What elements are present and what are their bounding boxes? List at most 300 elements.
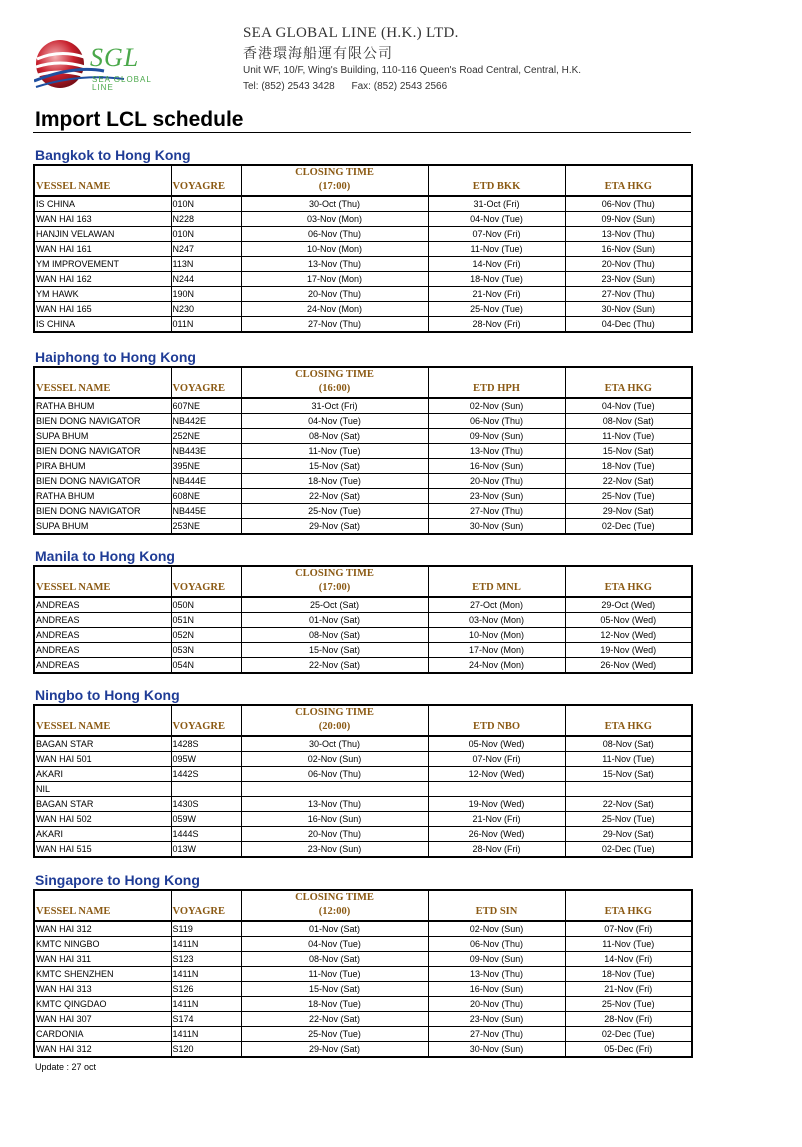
cell-voyage: 1411N	[171, 1027, 241, 1042]
cell-eta: 27-Nov (Thu)	[565, 287, 692, 302]
cell-closing-time: 13-Nov (Thu)	[241, 257, 428, 272]
cell-eta: 02-Dec (Tue)	[565, 519, 692, 535]
table-row	[34, 242, 692, 257]
header-eta: ETA HKG	[565, 367, 692, 398]
cell-etd: 21-Nov (Fri)	[428, 287, 565, 302]
cell-vessel-name: RATHA BHUM	[34, 398, 171, 414]
cell-closing-time: 20-Nov (Thu)	[241, 287, 428, 302]
cell-eta: 08-Nov (Sat)	[565, 414, 692, 429]
header-vessel-name: VESSEL NAME	[36, 582, 111, 593]
cell-closing-time: 11-Nov (Tue)	[241, 967, 428, 982]
cell-closing-time: 10-Nov (Mon)	[241, 242, 428, 257]
cell-etd: 30-Nov (Sun)	[428, 519, 565, 535]
cell-closing-time: 23-Nov (Sun)	[241, 842, 428, 858]
cell-voyage: 010N	[171, 227, 241, 242]
table-row	[34, 1012, 692, 1027]
header-etd: ETD SIN	[428, 890, 565, 921]
schedule-table	[33, 164, 693, 333]
cell-closing-time: 02-Nov (Sun)	[241, 752, 428, 767]
cell-vessel-name: YM HAWK	[34, 287, 171, 302]
cell-closing-time: 31-Oct (Fri)	[241, 398, 428, 414]
cell-eta: 02-Dec (Tue)	[565, 842, 692, 858]
cell-vessel-name: BIEN DONG NAVIGATOR	[34, 474, 171, 489]
table-row	[34, 812, 692, 827]
schedule-section	[33, 686, 691, 858]
cell-closing-time: 30-Oct (Thu)	[241, 736, 428, 752]
cell-voyage: NB445E	[171, 504, 241, 519]
header-closing-time	[241, 890, 428, 921]
cell-vessel-name: KMTC SHENZHEN	[34, 967, 171, 982]
cell-etd: 26-Nov (Wed)	[428, 827, 565, 842]
cell-etd: 23-Nov (Sun)	[428, 1012, 565, 1027]
cell-voyage: 252NE	[171, 429, 241, 444]
cell-vessel-name: NIL	[34, 782, 171, 797]
cell-eta: 21-Nov (Fri)	[565, 982, 692, 997]
cell-vessel-name: CARDONIA	[34, 1027, 171, 1042]
table-row	[34, 921, 692, 937]
cell-voyage: 052N	[171, 628, 241, 643]
cell-eta: 30-Nov (Sun)	[565, 302, 692, 317]
cell-voyage: 607NE	[171, 398, 241, 414]
cell-vessel-name: WAN HAI 515	[34, 842, 171, 858]
cell-voyage: 395NE	[171, 459, 241, 474]
cell-voyage: S120	[171, 1042, 241, 1058]
table-row	[34, 212, 692, 227]
cell-voyage: 095W	[171, 752, 241, 767]
header-vessel-name: VESSEL NAME	[36, 181, 111, 192]
cell-voyage: S174	[171, 1012, 241, 1027]
table-header-row	[34, 890, 692, 921]
table-row	[34, 767, 692, 782]
table-row	[34, 398, 692, 414]
cell-eta: 16-Nov (Sun)	[565, 242, 692, 257]
cell-etd: 31-Oct (Fri)	[428, 196, 565, 212]
cell-vessel-name: KMTC NINGBO	[34, 937, 171, 952]
cell-etd: 09-Nov (Sun)	[428, 952, 565, 967]
table-row	[34, 827, 692, 842]
cell-voyage: N230	[171, 302, 241, 317]
cell-etd: 24-Nov (Mon)	[428, 658, 565, 674]
cell-voyage: S123	[171, 952, 241, 967]
header-closing-label: CLOSING TIME	[295, 369, 374, 380]
table-row	[34, 752, 692, 767]
table-row	[34, 257, 692, 272]
table-row	[34, 317, 692, 333]
table-row	[34, 997, 692, 1012]
cell-vessel-name: BIEN DONG NAVIGATOR	[34, 444, 171, 459]
cell-etd: 11-Nov (Tue)	[428, 242, 565, 257]
cell-voyage: N244	[171, 272, 241, 287]
cell-closing-time: 27-Nov (Thu)	[241, 317, 428, 333]
cell-vessel-name: SUPA BHUM	[34, 429, 171, 444]
cell-voyage: 113N	[171, 257, 241, 272]
table-row	[34, 429, 692, 444]
cell-etd: 13-Nov (Thu)	[428, 444, 565, 459]
cell-etd: 23-Nov (Sun)	[428, 489, 565, 504]
table-row	[34, 489, 692, 504]
table-row	[34, 302, 692, 317]
cell-etd: 13-Nov (Thu)	[428, 967, 565, 982]
table-row	[34, 227, 692, 242]
cell-closing-time: 25-Nov (Tue)	[241, 504, 428, 519]
header-closing-time	[241, 367, 428, 398]
cell-etd: 17-Nov (Mon)	[428, 643, 565, 658]
header-etd: ETD MNL	[428, 566, 565, 597]
cell-voyage: 050N	[171, 597, 241, 613]
cell-voyage: 013W	[171, 842, 241, 858]
header-eta: ETA HKG	[565, 165, 692, 196]
table-header-row	[34, 367, 692, 398]
cell-closing-time: 03-Nov (Mon)	[241, 212, 428, 227]
header-closing-label: CLOSING TIME	[295, 568, 374, 579]
header-etd: ETD HPH	[428, 367, 565, 398]
cell-etd: 20-Nov (Thu)	[428, 997, 565, 1012]
schedule-section	[33, 348, 691, 535]
cell-eta: 19-Nov (Wed)	[565, 643, 692, 658]
cell-voyage: N247	[171, 242, 241, 257]
cell-eta: 22-Nov (Sat)	[565, 474, 692, 489]
table-row	[34, 287, 692, 302]
cell-eta: 20-Nov (Thu)	[565, 257, 692, 272]
table-row	[34, 444, 692, 459]
table-header-row	[34, 165, 692, 196]
header-closing-hour: (16:00)	[318, 383, 351, 394]
cell-etd: 28-Nov (Fri)	[428, 317, 565, 333]
cell-closing-time: 04-Nov (Tue)	[241, 414, 428, 429]
cell-vessel-name: BAGAN STAR	[34, 797, 171, 812]
cell-voyage: NB443E	[171, 444, 241, 459]
cell-voyage: 1411N	[171, 937, 241, 952]
cell-closing-time: 29-Nov (Sat)	[241, 519, 428, 535]
cell-closing-time: 15-Nov (Sat)	[241, 459, 428, 474]
cell-etd: 25-Nov (Tue)	[428, 302, 565, 317]
table-row	[34, 196, 692, 212]
cell-eta: 12-Nov (Wed)	[565, 628, 692, 643]
cell-eta: 29-Nov (Sat)	[565, 504, 692, 519]
cell-eta: 29-Nov (Sat)	[565, 827, 692, 842]
company-contact	[243, 81, 581, 92]
cell-closing-time: 04-Nov (Tue)	[241, 937, 428, 952]
cell-voyage: 054N	[171, 658, 241, 674]
header-closing-time	[241, 165, 428, 196]
cell-vessel-name: WAN HAI 501	[34, 752, 171, 767]
cell-voyage: 190N	[171, 287, 241, 302]
header-vessel-name: VESSEL NAME	[36, 721, 111, 732]
table-row	[34, 782, 692, 797]
cell-voyage: 010N	[171, 196, 241, 212]
company-logo	[34, 37, 194, 93]
cell-closing-time: 08-Nov (Sat)	[241, 952, 428, 967]
cell-voyage: 253NE	[171, 519, 241, 535]
cell-eta: 04-Nov (Tue)	[565, 398, 692, 414]
cell-vessel-name: ANDREAS	[34, 628, 171, 643]
section-title: Haiphong to Hong Kong	[35, 349, 196, 365]
cell-closing-time: 13-Nov (Thu)	[241, 797, 428, 812]
cell-eta: 29-Oct (Wed)	[565, 597, 692, 613]
cell-etd: 14-Nov (Fri)	[428, 257, 565, 272]
cell-etd: 20-Nov (Thu)	[428, 474, 565, 489]
cell-closing-time: 18-Nov (Tue)	[241, 997, 428, 1012]
cell-etd: 07-Nov (Fri)	[428, 227, 565, 242]
cell-vessel-name: KMTC QINGDAO	[34, 997, 171, 1012]
table-row	[34, 736, 692, 752]
cell-etd: 18-Nov (Tue)	[428, 272, 565, 287]
cell-eta: 11-Nov (Tue)	[565, 752, 692, 767]
header-voyage: VOYAGRE	[171, 705, 241, 736]
cell-etd: 16-Nov (Sun)	[428, 459, 565, 474]
cell-closing-time: 06-Nov (Thu)	[241, 227, 428, 242]
table-row	[34, 982, 692, 997]
cell-eta	[565, 782, 692, 797]
cell-closing-time: 08-Nov (Sat)	[241, 628, 428, 643]
cell-eta: 02-Dec (Tue)	[565, 1027, 692, 1042]
cell-vessel-name: ANDREAS	[34, 597, 171, 613]
table-row	[34, 967, 692, 982]
cell-etd: 05-Nov (Wed)	[428, 736, 565, 752]
table-row	[34, 504, 692, 519]
cell-eta: 14-Nov (Fri)	[565, 952, 692, 967]
cell-vessel-name: ANDREAS	[34, 613, 171, 628]
cell-vessel-name: WAN HAI 165	[34, 302, 171, 317]
page-title: Import LCL schedule	[35, 108, 244, 131]
table-row	[34, 414, 692, 429]
header-etd: ETD BKK	[428, 165, 565, 196]
cell-vessel-name: AKARI	[34, 827, 171, 842]
cell-etd: 27-Nov (Thu)	[428, 1027, 565, 1042]
table-row	[34, 937, 692, 952]
cell-voyage: 011N	[171, 317, 241, 333]
cell-vessel-name: RATHA BHUM	[34, 489, 171, 504]
section-title: Manila to Hong Kong	[35, 548, 175, 564]
cell-eta: 11-Nov (Tue)	[565, 429, 692, 444]
cell-eta: 08-Nov (Sat)	[565, 736, 692, 752]
cell-closing-time: 15-Nov (Sat)	[241, 982, 428, 997]
table-row	[34, 597, 692, 613]
cell-vessel-name: WAN HAI 312	[34, 921, 171, 937]
cell-etd: 06-Nov (Thu)	[428, 414, 565, 429]
cell-vessel-name: IS CHINA	[34, 196, 171, 212]
cell-etd	[428, 782, 565, 797]
cell-eta: 05-Nov (Wed)	[565, 613, 692, 628]
header-closing-time	[241, 705, 428, 736]
cell-voyage: 1430S	[171, 797, 241, 812]
header-closing-hour: (20:00)	[318, 721, 351, 732]
section-title: Singapore to Hong Kong	[35, 872, 200, 888]
cell-closing-time: 25-Oct (Sat)	[241, 597, 428, 613]
cell-vessel-name: BAGAN STAR	[34, 736, 171, 752]
company-address: Unit WF, 10/F, Wing's Building, 110-116 Queen's Road Central, Central, H.K.	[243, 65, 582, 76]
cell-etd: 16-Nov (Sun)	[428, 982, 565, 997]
company-fax: Fax: (852) 2543 2566	[351, 81, 448, 92]
cell-voyage: S126	[171, 982, 241, 997]
cell-closing-time: 17-Nov (Mon)	[241, 272, 428, 287]
cell-etd: 09-Nov (Sun)	[428, 429, 565, 444]
table-row	[34, 1042, 692, 1058]
cell-vessel-name: WAN HAI 313	[34, 982, 171, 997]
cell-etd: 21-Nov (Fri)	[428, 812, 565, 827]
cell-vessel-name: YM IMPROVEMENT	[34, 257, 171, 272]
cell-etd: 02-Nov (Sun)	[428, 398, 565, 414]
cell-etd: 06-Nov (Thu)	[428, 937, 565, 952]
cell-vessel-name: BIEN DONG NAVIGATOR	[34, 414, 171, 429]
cell-etd: 02-Nov (Sun)	[428, 921, 565, 937]
cell-etd: 10-Nov (Mon)	[428, 628, 565, 643]
cell-closing-time: 22-Nov (Sat)	[241, 1012, 428, 1027]
schedule-section	[33, 146, 691, 333]
cell-vessel-name: WAN HAI 163	[34, 212, 171, 227]
header-voyage: VOYAGRE	[171, 890, 241, 921]
company-name: SEA GLOBAL LINE (H.K.) LTD.	[243, 25, 459, 41]
cell-vessel-name: IS CHINA	[34, 317, 171, 333]
table-row	[34, 459, 692, 474]
schedule-table	[33, 704, 693, 858]
cell-vessel-name: WAN HAI 312	[34, 1042, 171, 1058]
logo-subtext-2: LINE	[92, 83, 114, 92]
cell-voyage: N228	[171, 212, 241, 227]
header-closing-hour: (12:00)	[318, 906, 351, 917]
cell-voyage: NB444E	[171, 474, 241, 489]
cell-eta: 09-Nov (Sun)	[565, 212, 692, 227]
cell-voyage: S119	[171, 921, 241, 937]
cell-closing-time: 08-Nov (Sat)	[241, 429, 428, 444]
table-row	[34, 1027, 692, 1042]
cell-voyage: 059W	[171, 812, 241, 827]
cell-voyage: 1428S	[171, 736, 241, 752]
cell-vessel-name: ANDREAS	[34, 658, 171, 674]
header-eta: ETA HKG	[565, 566, 692, 597]
cell-etd: 19-Nov (Wed)	[428, 797, 565, 812]
cell-etd: 03-Nov (Mon)	[428, 613, 565, 628]
header-closing-hour: (17:00)	[318, 181, 351, 192]
section-title: Ningbo to Hong Kong	[35, 687, 180, 703]
schedule-section	[33, 547, 691, 674]
cell-voyage: 051N	[171, 613, 241, 628]
cell-eta: 15-Nov (Sat)	[565, 767, 692, 782]
cell-closing-time: 29-Nov (Sat)	[241, 1042, 428, 1058]
cell-voyage: 1444S	[171, 827, 241, 842]
cell-eta: 22-Nov (Sat)	[565, 797, 692, 812]
header-voyage: VOYAGRE	[171, 165, 241, 196]
cell-etd: 12-Nov (Wed)	[428, 767, 565, 782]
header-closing-hour: (17:00)	[318, 582, 351, 593]
cell-eta: 07-Nov (Fri)	[565, 921, 692, 937]
company-chinese-name: 香港環海船運有限公司	[243, 46, 393, 62]
schedule-table	[33, 889, 693, 1058]
cell-closing-time: 20-Nov (Thu)	[241, 827, 428, 842]
header-voyage: VOYAGRE	[171, 367, 241, 398]
cell-closing-time: 01-Nov (Sat)	[241, 613, 428, 628]
company-tel: Tel: (852) 2543 3428	[243, 81, 335, 92]
table-row	[34, 628, 692, 643]
header-eta: ETA HKG	[565, 890, 692, 921]
cell-eta: 28-Nov (Fri)	[565, 1012, 692, 1027]
cell-etd: 28-Nov (Fri)	[428, 842, 565, 858]
cell-closing-time: 18-Nov (Tue)	[241, 474, 428, 489]
schedule-table	[33, 565, 693, 674]
cell-closing-time	[241, 782, 428, 797]
cell-vessel-name: WAN HAI 162	[34, 272, 171, 287]
cell-vessel-name: WAN HAI 502	[34, 812, 171, 827]
cell-vessel-name: BIEN DONG NAVIGATOR	[34, 504, 171, 519]
cell-eta: 23-Nov (Sun)	[565, 272, 692, 287]
cell-closing-time: 01-Nov (Sat)	[241, 921, 428, 937]
table-row	[34, 613, 692, 628]
table-header-row	[34, 566, 692, 597]
cell-eta: 05-Dec (Fri)	[565, 1042, 692, 1058]
cell-eta: 26-Nov (Wed)	[565, 658, 692, 674]
cell-vessel-name: WAN HAI 161	[34, 242, 171, 257]
table-header-row	[34, 705, 692, 736]
cell-closing-time: 24-Nov (Mon)	[241, 302, 428, 317]
cell-eta: 15-Nov (Sat)	[565, 444, 692, 459]
cell-closing-time: 16-Nov (Sun)	[241, 812, 428, 827]
table-row	[34, 474, 692, 489]
cell-closing-time: 15-Nov (Sat)	[241, 643, 428, 658]
cell-voyage: NB442E	[171, 414, 241, 429]
cell-vessel-name: HANJIN VELAWAN	[34, 227, 171, 242]
cell-closing-time: 25-Nov (Tue)	[241, 1027, 428, 1042]
cell-eta: 25-Nov (Tue)	[565, 997, 692, 1012]
schedule-table	[33, 366, 693, 535]
cell-vessel-name: PIRA BHUM	[34, 459, 171, 474]
cell-voyage: 1442S	[171, 767, 241, 782]
cell-closing-time: 11-Nov (Tue)	[241, 444, 428, 459]
cell-etd: 07-Nov (Fri)	[428, 752, 565, 767]
schedule-section	[33, 871, 691, 1058]
cell-closing-time: 22-Nov (Sat)	[241, 489, 428, 504]
cell-etd: 27-Oct (Mon)	[428, 597, 565, 613]
header-vessel-name: VESSEL NAME	[36, 383, 111, 394]
cell-voyage: 1411N	[171, 997, 241, 1012]
cell-vessel-name: ANDREAS	[34, 643, 171, 658]
cell-vessel-name: WAN HAI 307	[34, 1012, 171, 1027]
header-voyage: VOYAGRE	[171, 566, 241, 597]
cell-etd: 27-Nov (Thu)	[428, 504, 565, 519]
cell-eta: 11-Nov (Tue)	[565, 937, 692, 952]
section-title: Bangkok to Hong Kong	[35, 147, 191, 163]
cell-eta: 18-Nov (Tue)	[565, 967, 692, 982]
cell-etd: 30-Nov (Sun)	[428, 1042, 565, 1058]
cell-eta: 04-Dec (Thu)	[565, 317, 692, 333]
header-closing-label: CLOSING TIME	[295, 707, 374, 718]
table-row	[34, 519, 692, 535]
table-row	[34, 842, 692, 858]
header-closing-label: CLOSING TIME	[295, 892, 374, 903]
cell-eta: 06-Nov (Thu)	[565, 196, 692, 212]
logo-subtext-1: SEA GLOBAL	[92, 75, 152, 84]
cell-vessel-name: AKARI	[34, 767, 171, 782]
table-row	[34, 643, 692, 658]
cell-eta: 25-Nov (Tue)	[565, 489, 692, 504]
cell-closing-time: 22-Nov (Sat)	[241, 658, 428, 674]
cell-closing-time: 30-Oct (Thu)	[241, 196, 428, 212]
cell-eta: 18-Nov (Tue)	[565, 459, 692, 474]
cell-voyage: 053N	[171, 643, 241, 658]
cell-voyage	[171, 782, 241, 797]
update-note: Update : 27 oct	[35, 1062, 97, 1072]
header-closing-label: CLOSING TIME	[295, 167, 374, 178]
company-header	[243, 25, 581, 92]
header-closing-time	[241, 566, 428, 597]
header-etd: ETD NBO	[428, 705, 565, 736]
table-row	[34, 797, 692, 812]
cell-eta: 25-Nov (Tue)	[565, 812, 692, 827]
logo-text: SGL	[90, 43, 140, 72]
header-eta: ETA HKG	[565, 705, 692, 736]
cell-etd: 04-Nov (Tue)	[428, 212, 565, 227]
header-vessel-name: VESSEL NAME	[36, 906, 111, 917]
table-row	[34, 952, 692, 967]
